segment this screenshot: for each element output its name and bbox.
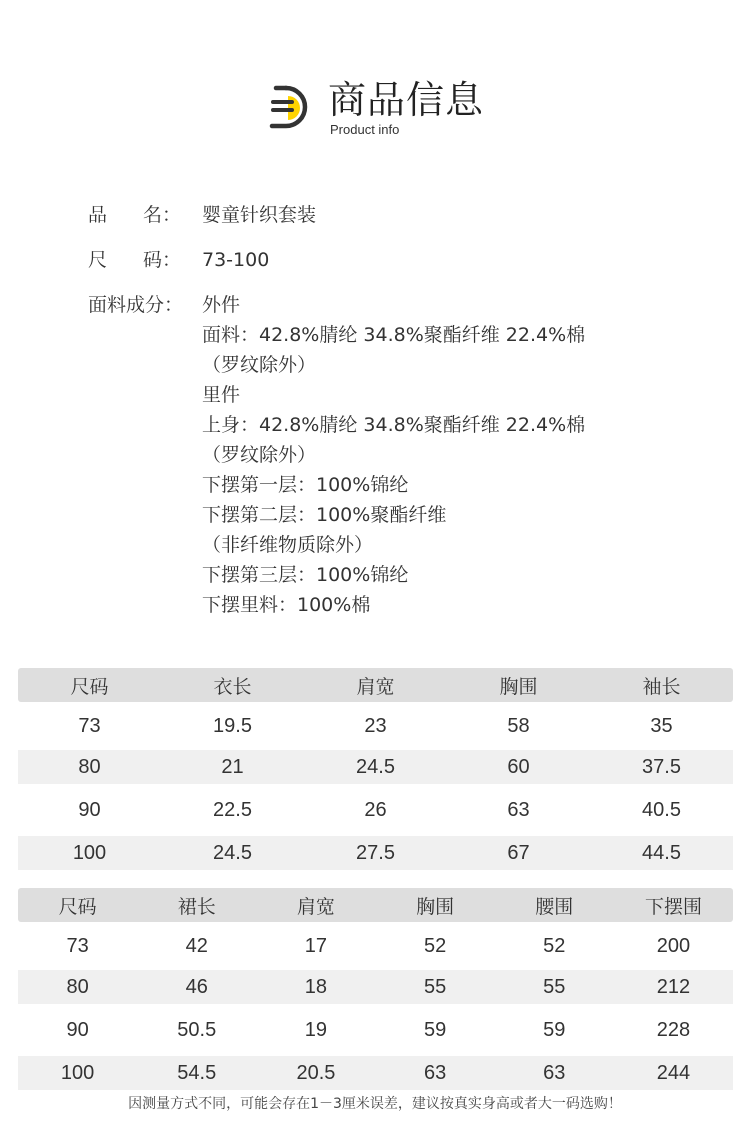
table-cell: 27.5 bbox=[356, 841, 395, 864]
table-row bbox=[18, 709, 733, 743]
list-doc-icon bbox=[262, 84, 312, 130]
table-cell: 55 bbox=[423, 975, 447, 998]
table-cell: 50.5 bbox=[177, 1018, 217, 1041]
table-cell: 37.5 bbox=[642, 755, 681, 778]
table-cell: 100 bbox=[60, 1061, 95, 1084]
composition-line: 下摆第三层：100%锦纶 bbox=[202, 564, 409, 586]
name-value: 婴童针织套装 bbox=[202, 204, 317, 226]
composition-line: 里件 bbox=[202, 384, 241, 406]
table-cell: 19 bbox=[304, 1018, 328, 1041]
table-header bbox=[18, 668, 733, 702]
table-cell: 73 bbox=[66, 934, 89, 957]
table-cell: 60 bbox=[507, 755, 530, 778]
composition-line: （罗纹除外） bbox=[202, 444, 317, 466]
table-cell: 18 bbox=[304, 975, 328, 998]
table-cell: 212 bbox=[656, 975, 691, 998]
table-header-cell: 尺码 bbox=[70, 675, 109, 698]
composition-label: 面料成分： bbox=[88, 294, 184, 316]
table-header-cell: 裙长 bbox=[177, 895, 216, 918]
table-cell: 58 bbox=[507, 714, 530, 737]
table-row bbox=[18, 750, 733, 784]
table-cell: 228 bbox=[656, 1018, 691, 1041]
table-cell: 73 bbox=[78, 714, 101, 737]
table-cell: 59 bbox=[423, 1018, 447, 1041]
size-value: 73-100 bbox=[202, 249, 270, 271]
size-table-top bbox=[18, 668, 733, 870]
table-header-cell: 袖长 bbox=[642, 675, 681, 698]
table-cell: 63 bbox=[543, 1061, 566, 1084]
table-cell: 42 bbox=[185, 934, 208, 957]
table-cell: 52 bbox=[543, 934, 566, 957]
table-cell: 21 bbox=[221, 755, 244, 778]
table-cell: 23 bbox=[364, 714, 387, 737]
table-header-cell: 肩宽 bbox=[296, 895, 335, 918]
composition-row bbox=[88, 290, 728, 620]
section-header bbox=[262, 76, 522, 146]
table-row bbox=[18, 970, 733, 1004]
table-header-cell: 肩宽 bbox=[356, 675, 395, 698]
measurement-note: 因测量方式不同，可能会存在1－3厘米误差，建议按真实身高或者大一码选购！ bbox=[128, 1096, 622, 1112]
page-subtitle: Product info bbox=[330, 122, 400, 137]
table-row bbox=[18, 1013, 733, 1047]
table-cell: 67 bbox=[507, 841, 530, 864]
table-cell: 100 bbox=[72, 841, 107, 864]
table-cell: 20.5 bbox=[296, 1061, 336, 1084]
table-row bbox=[18, 836, 733, 870]
table-header-cell: 下摆围 bbox=[644, 895, 702, 918]
table-cell: 44.5 bbox=[642, 841, 681, 864]
size-table-bottom bbox=[18, 888, 733, 1090]
table-cell: 24.5 bbox=[213, 841, 252, 864]
table-cell: 80 bbox=[66, 975, 89, 998]
table-header-cell: 胸围 bbox=[416, 895, 455, 918]
table-cell: 26 bbox=[364, 798, 387, 821]
table-header-cell: 尺码 bbox=[58, 895, 97, 918]
composition-line: 下摆第一层：100%锦纶 bbox=[202, 474, 409, 496]
table-header-cell: 胸围 bbox=[499, 675, 538, 698]
table-row bbox=[18, 793, 733, 827]
table-header-cell: 腰围 bbox=[535, 895, 574, 918]
table-cell: 55 bbox=[543, 975, 566, 998]
table-cell: 90 bbox=[78, 798, 101, 821]
table-cell: 59 bbox=[543, 1018, 566, 1041]
composition-line: 上身：42.8%腈纶 34.8%聚酯纤维 22.4%棉 bbox=[202, 414, 586, 436]
table-cell: 63 bbox=[507, 798, 530, 821]
table-cell: 63 bbox=[423, 1061, 447, 1084]
composition-list bbox=[202, 290, 585, 620]
table-cell: 200 bbox=[656, 934, 691, 957]
table-cell: 80 bbox=[78, 755, 101, 778]
name-label: 品 名： bbox=[88, 204, 182, 226]
composition-line: 下摆第二层：100%聚酯纤维 bbox=[202, 504, 447, 526]
table-row bbox=[18, 1056, 733, 1090]
table-row bbox=[18, 929, 733, 963]
composition-line: （非纤维物质除外） bbox=[202, 534, 374, 556]
table-header-cell: 衣长 bbox=[213, 675, 252, 698]
table-cell: 40.5 bbox=[642, 798, 681, 821]
composition-line: 外件 bbox=[202, 294, 241, 316]
table-cell: 17 bbox=[304, 934, 328, 957]
table-cell: 35 bbox=[650, 714, 673, 737]
table-cell: 52 bbox=[423, 934, 447, 957]
composition-line: 面料：42.8%腈纶 34.8%聚酯纤维 22.4%棉 bbox=[202, 324, 586, 346]
table-cell: 19.5 bbox=[213, 714, 252, 737]
table-cell: 46 bbox=[185, 975, 208, 998]
product-info bbox=[88, 200, 728, 620]
composition-line: （罗纹除外） bbox=[202, 354, 317, 376]
size-label: 尺 码： bbox=[88, 249, 182, 271]
table-cell: 244 bbox=[656, 1061, 691, 1084]
table-cell: 54.5 bbox=[177, 1061, 217, 1084]
size-row bbox=[88, 245, 728, 275]
table-header bbox=[18, 888, 733, 922]
name-row bbox=[88, 200, 728, 230]
table-cell: 22.5 bbox=[213, 798, 252, 821]
table-cell: 90 bbox=[66, 1018, 89, 1041]
table-cell: 24.5 bbox=[356, 755, 395, 778]
composition-line: 下摆里料：100%棉 bbox=[202, 594, 371, 616]
page-title: 商品信息 bbox=[328, 78, 485, 122]
